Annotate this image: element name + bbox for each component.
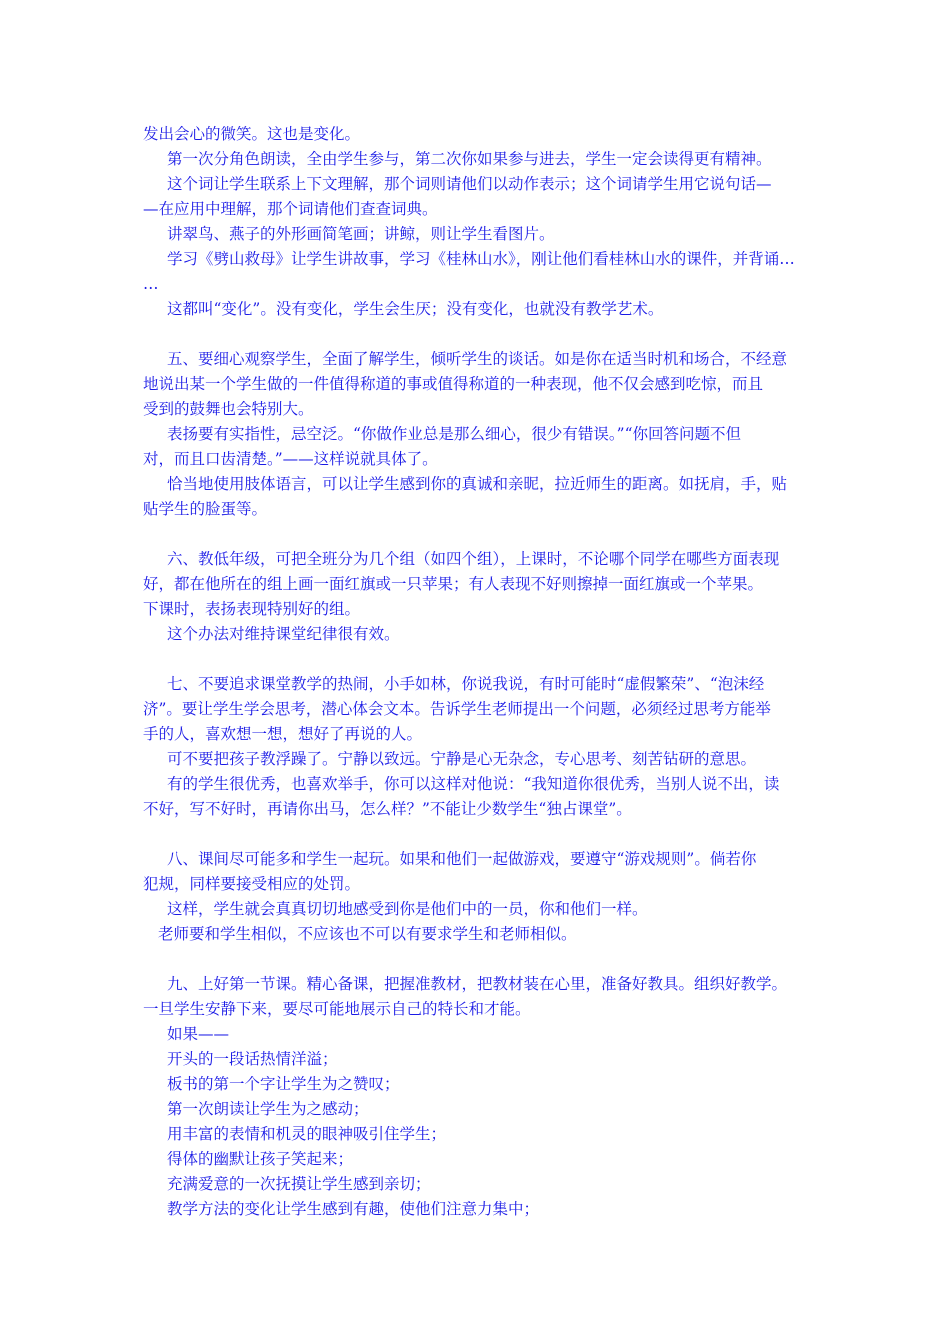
text-line: 好，都在他所在的组上画一面红旗或一只苹果；有人表现不好则擦掉一面红旗或一个苹果。 [143,575,764,593]
text-line: 一旦学生安静下来，要尽可能地展示自己的特长和才能。 [143,1000,531,1018]
text-line: 受到的鼓舞也会特别大。 [143,400,314,418]
text-line: 手的人，喜欢想一想，想好了再说的人。 [143,725,423,743]
text-line: 对，而且口齿清楚。”——这样说就具体了。 [143,450,438,468]
text-line: 板书的第一个字让学生为之赞叹； [167,1075,400,1093]
text-line: 用丰富的表情和机灵的眼神吸引住学生； [167,1125,447,1143]
text-line: 表扬要有实指性，忌空泛。“你做作业总是那么细心，很少有错误。”“你回答问题不但 [167,425,742,443]
text-line: 这样，学生就会真真切切地感受到你是他们中的一员，你和他们一样。 [167,900,648,918]
text-line: —在应用中理解，那个词请他们查查词典。 [143,200,438,218]
text-line: 发出会心的微笑。这也是变化。 [143,125,361,143]
document-body [0,122,950,1222]
text-line: 老师要和学生相似，不应该也不可以有要求学生和老师相似。 [158,925,577,943]
text-line: 可不要把孩子教浮躁了。宁静以致远。宁静是心无杂念，专心思考、刻苦钻研的意思。 [167,750,757,768]
text-line: 第一次分角色朗读，全由学生参与，第二次你如果参与进去，学生一定会读得更有精神。 [167,150,772,168]
text-line: 这都叫“变化”。没有变化，学生会生厌；没有变化，也就没有教学艺术。 [167,300,664,318]
text-line: 这个词让学生联系上下文理解，那个词则请他们以动作表示；这个词请学生用它说句话— [167,175,772,193]
text-line: 得体的幽默让孩子笑起来； [167,1150,354,1168]
blank-line [0,522,950,547]
text-line: 地说出某一个学生做的一件值得称道的事或值得称道的一种表现，他不仅会感到吃惊，而且 [143,375,764,393]
text-line: 如果—— [167,1025,230,1043]
text-line: 五、要细心观察学生，全面了解学生，倾听学生的谈话。如是你在适当时机和场合，不经意 [167,350,788,368]
blank-line [0,947,950,972]
text-line: … [143,275,159,293]
blank-line [0,647,950,672]
text-line: 不好，写不好时，再请你出马，怎么样？”不能让少数学生“独占课堂”。 [143,800,632,818]
text-line: 第一次朗读让学生为之感动； [167,1100,369,1118]
text-line: 有的学生很优秀，也喜欢举手，你可以这样对他说：“我知道你很优秀，当别人说不出，读 [167,775,780,793]
text-line: 七、不要追求课堂教学的热闹，小手如林，你说我说，有时可能时“虚假繁荣”、“泡沫经 [167,675,765,693]
text-line: 六、教低年级，可把全班分为几个组（如四个组），上课时，不论哪个同学在哪些方面表现 [167,550,780,568]
text-line: 八、课间尽可能多和学生一起玩。如果和他们一起做游戏，要遵守“游戏规则”。倘若你 [167,850,757,868]
text-line: 犯规，同样要接受相应的处罚。 [143,875,361,893]
text-line: 充满爱意的一次抚摸让学生感到亲切； [167,1175,431,1193]
text-line: 讲翠鸟、燕子的外形画简笔画；讲鲸，则让学生看图片。 [167,225,555,243]
text-line: 开头的一段话热情洋溢； [167,1050,338,1068]
text-line: 济”。要让学生学会思考，潜心体会文本。告诉学生老师提出一个问题，必须经过思考方能举 [143,700,771,718]
blank-line [0,322,950,347]
text-line: 下课时，表扬表现特别好的组。 [143,600,361,618]
text-line: 教学方法的变化让学生感到有趣，使他们注意力集中； [167,1200,540,1218]
text-line: 恰当地使用肢体语言，可以让学生感到你的真诚和亲昵，拉近师生的距离。如抚肩，手，贴 [167,475,788,493]
text-line: 九、上好第一节课。精心备课，把握准教材，把教材装在心里，准备好教具。组织好教学。 [167,975,788,993]
text-line: 这个办法对维持课堂纪律很有效。 [167,625,400,643]
blank-line [0,822,950,847]
text-line: 贴学生的脸蛋等。 [143,500,268,518]
text-line: 学习《劈山救母》让学生讲故事，学习《桂林山水》，刚让他们看桂林山水的课件，并背诵… [167,250,795,268]
